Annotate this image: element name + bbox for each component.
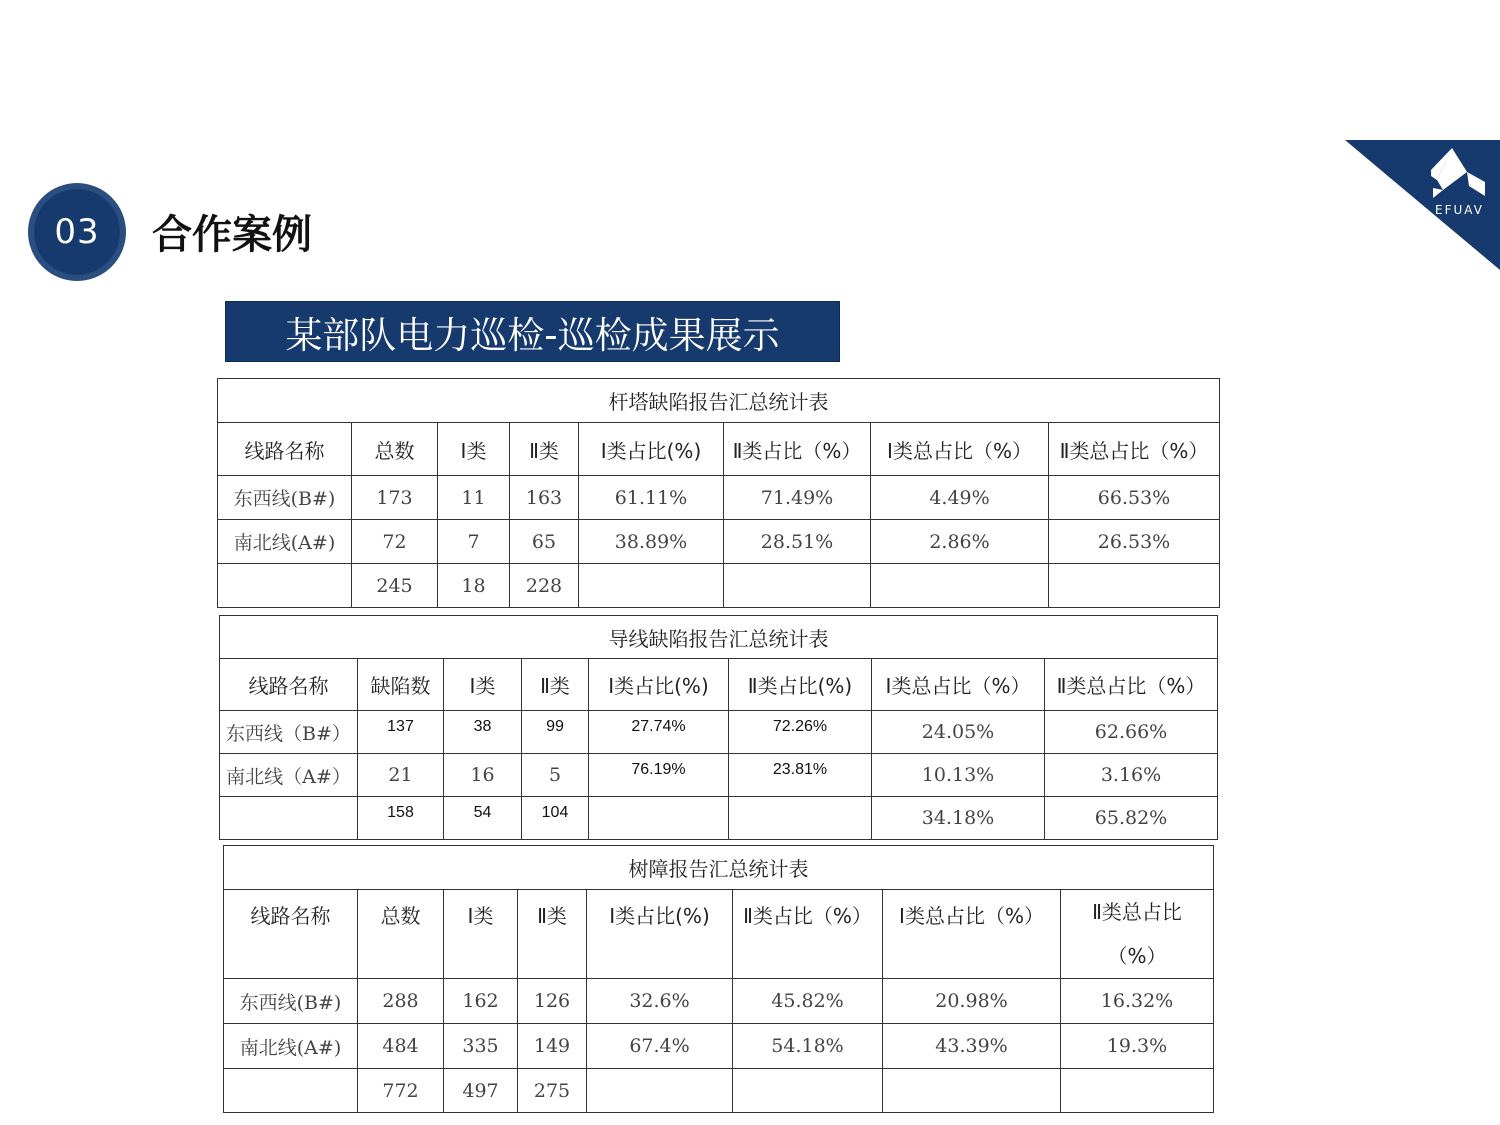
table-cell: 26.53% [1049,520,1220,564]
header-cell: Ⅱ类占比（%） [733,890,883,979]
header-cell: Ⅰ类占比(%) [587,890,733,979]
header-cell: 总数 [352,423,438,476]
table-cell: 7 [438,520,510,564]
table-cell [1061,1069,1214,1113]
logo-text: EFUAV [1435,203,1484,217]
table-cell: 54 [444,797,522,840]
table-cell [883,1069,1061,1113]
table-cell: 3.16% [1045,754,1218,797]
table-cell [733,1069,883,1113]
table-cell: 497 [444,1069,518,1113]
table-cell: 东西线(B#) [224,979,358,1024]
table-cell: 149 [518,1024,587,1069]
table-cell: 23.81% [729,754,872,797]
table-cell: 162 [444,979,518,1024]
header-cell: Ⅰ类占比(%) [579,423,724,476]
table-cell: 72.26% [729,711,872,754]
section-title: 合作案例 [152,212,312,258]
header-cell: 线路名称 [220,659,358,711]
table-caption: 杆塔缺陷报告汇总统计表 [218,379,1220,423]
header-cell: Ⅱ类 [510,423,579,476]
table-cell: 2.86% [871,520,1049,564]
table-cell: 65 [510,520,579,564]
table-cell [724,564,871,608]
table-cell: 11 [438,476,510,520]
table-cell: 东西线(B#) [218,476,352,520]
table-row [218,564,1220,608]
header-cell: Ⅰ类 [444,890,518,979]
table-cell: 66.53% [1049,476,1220,520]
table-cell: 南北线（A#） [220,754,358,797]
table-cell: 16 [444,754,522,797]
table-cell: 21 [358,754,444,797]
table-cell: 72 [352,520,438,564]
efuav-logo [1345,140,1500,270]
table-cell: 772 [358,1069,444,1113]
table-cell: 245 [352,564,438,608]
table-cell [587,1069,733,1113]
table-cell: 104 [522,797,589,840]
table-caption: 树障报告汇总统计表 [224,846,1214,890]
header-cell: 缺陷数 [358,659,444,711]
table-cell: 99 [522,711,589,754]
table-cell: 43.39% [883,1024,1061,1069]
tower-defect-table [217,378,1220,608]
table-cell [1049,564,1220,608]
header-cell: 线路名称 [224,890,358,979]
table-row [218,520,1220,564]
table-cell: 65.82% [1045,797,1218,840]
table-cell: 62.66% [1045,711,1218,754]
header-cell: Ⅰ类总占比（%） [872,659,1045,711]
table-row [224,1024,1214,1069]
header-cell: 总数 [358,890,444,979]
table-cell: 28.51% [724,520,871,564]
table-cell: 38 [444,711,522,754]
table-row [220,797,1218,840]
table-cell [224,1069,358,1113]
table-cell: 45.82% [733,979,883,1024]
table-cell: 67.4% [587,1024,733,1069]
table-cell: 32.6% [587,979,733,1024]
table-cell: 南北线(A#) [218,520,352,564]
section-number-badge [28,183,126,281]
header-cell: Ⅱ类 [518,890,587,979]
table-cell [218,564,352,608]
table-cell: 275 [518,1069,587,1113]
table-cell: 34.18% [872,797,1045,840]
table-row [224,1069,1214,1113]
table-row [224,979,1214,1024]
table-cell [579,564,724,608]
table-cell: 71.49% [724,476,871,520]
table-cell: 20.98% [883,979,1061,1024]
table-cell: 173 [352,476,438,520]
table-cell [871,564,1049,608]
conductor-defect-table [219,615,1218,840]
header-cell: Ⅰ类总占比（%） [871,423,1049,476]
table-cell: 27.74% [589,711,729,754]
table-cell: 4.49% [871,476,1049,520]
header-cell: Ⅱ类 [522,659,589,711]
table-cell: 158 [358,797,444,840]
table-caption: 导线缺陷报告汇总统计表 [220,616,1218,659]
header-cell: Ⅰ类 [444,659,522,711]
table-cell: 54.18% [733,1024,883,1069]
header-cell: Ⅱ类总占比（%） [1061,890,1214,979]
table-cell: 16.32% [1061,979,1214,1024]
table-cell: 18 [438,564,510,608]
header-cell: Ⅰ类 [438,423,510,476]
table-cell [220,797,358,840]
table-cell: 137 [358,711,444,754]
header-cell: Ⅰ类占比(%) [589,659,729,711]
table-cell: 10.13% [872,754,1045,797]
table-cell [729,797,872,840]
table-cell: 5 [522,754,589,797]
table-row [220,754,1218,797]
table-cell [589,797,729,840]
table-cell: 24.05% [872,711,1045,754]
table-cell: 76.19% [589,754,729,797]
page-banner: 某部队电力巡检-巡检成果展示 [225,301,840,362]
table-cell: 335 [444,1024,518,1069]
table-cell: 288 [358,979,444,1024]
header-cell: Ⅱ类总占比（%） [1049,423,1220,476]
header-cell: Ⅱ类占比(%) [729,659,872,711]
table-cell: 228 [510,564,579,608]
table-cell: 484 [358,1024,444,1069]
header-cell: Ⅱ类占比（%） [724,423,871,476]
table-cell: 东西线（B#） [220,711,358,754]
table-cell: 38.89% [579,520,724,564]
tree-obstacle-table [223,845,1214,1113]
table-cell: 61.11% [579,476,724,520]
section-number: 03 [34,189,120,275]
header-cell: Ⅱ类总占比（%） [1045,659,1218,711]
table-row [218,476,1220,520]
header-cell: 线路名称 [218,423,352,476]
table-cell: 19.3% [1061,1024,1214,1069]
header-cell: Ⅰ类总占比（%） [883,890,1061,979]
table-cell: 126 [518,979,587,1024]
table-row [220,711,1218,754]
table-cell: 南北线(A#) [224,1024,358,1069]
table-cell: 163 [510,476,579,520]
